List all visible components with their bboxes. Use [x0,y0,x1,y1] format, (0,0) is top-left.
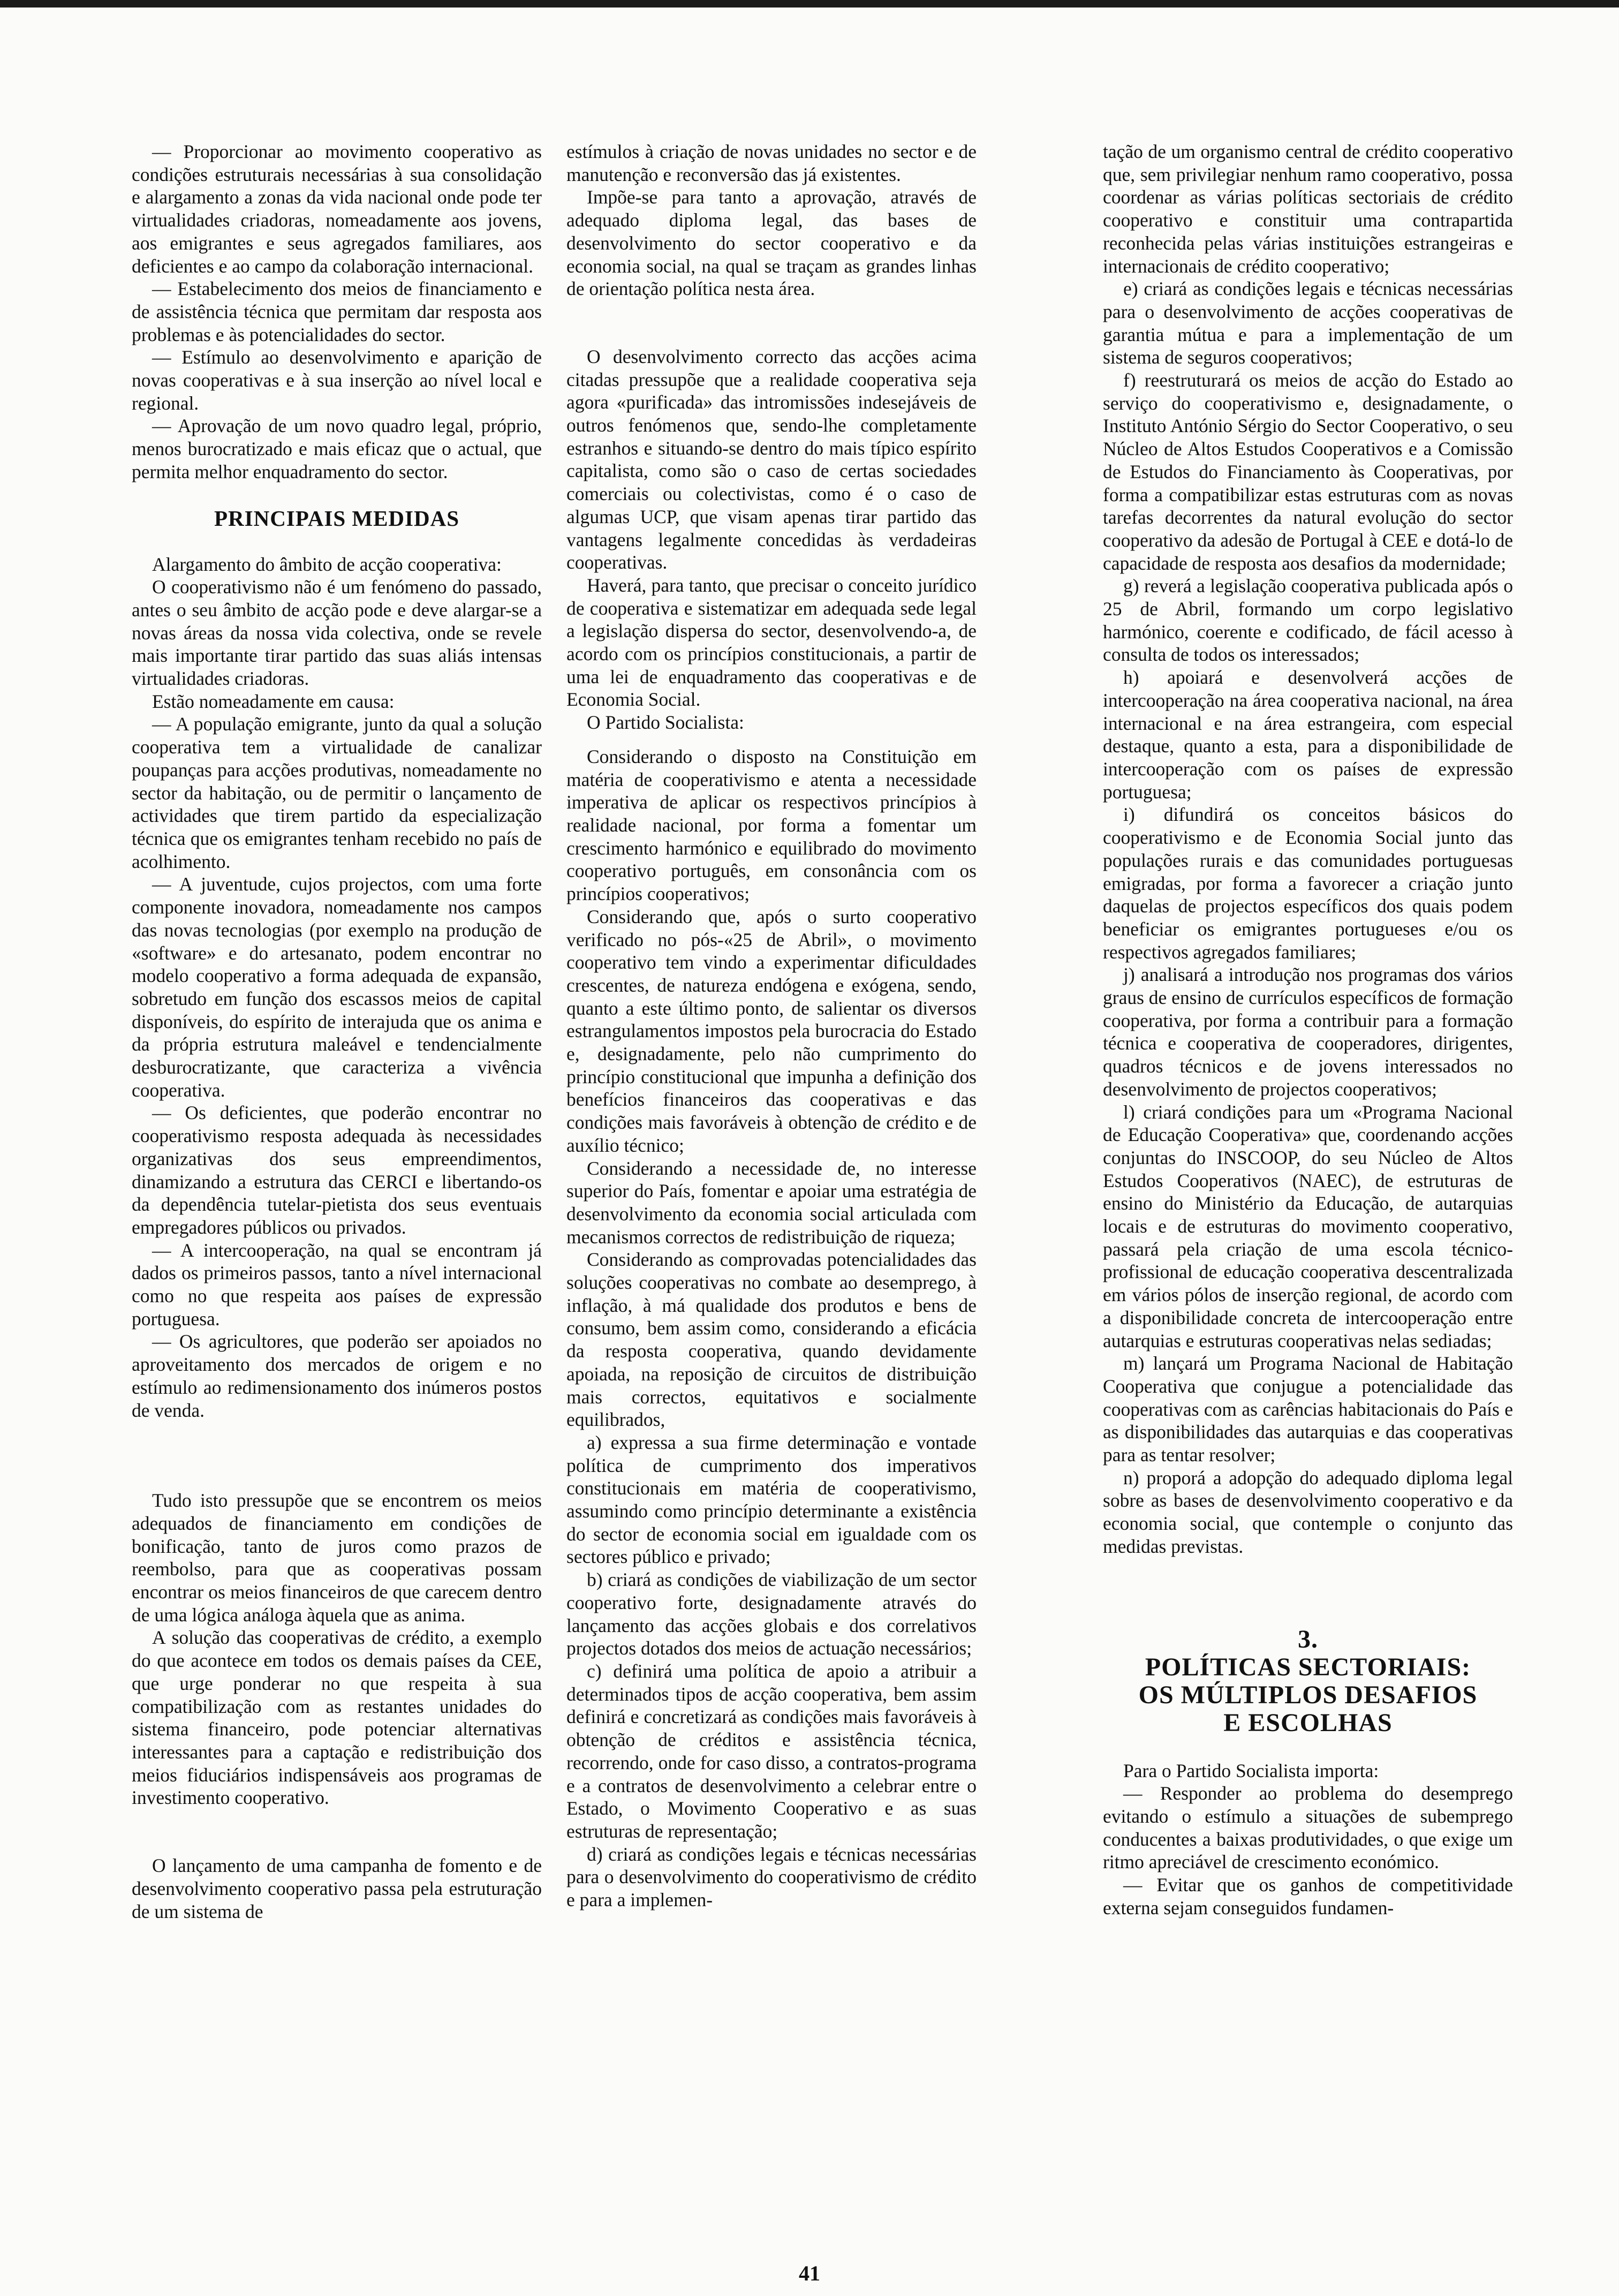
paragraph: — Os agricultores, que poderão ser apoiados no aproveitamento dos mercados de origem e no estímulo ao redimensionamento dos inúmeros postos de venda. [132,1331,542,1421]
paragraph: Alargamento do âmbito de acção cooperativa: [152,553,502,575]
paragraph: estímulos à criação de novas unidades no sector e de manutenção e reconversão das já existentes. [566,141,977,185]
paragraph: Tudo isto pressupõe que se encontrem os meios adequados de financiamento em condições de bonificação, tanto de juros como prazos de reembolso, para que as cooperativas possam encontrar os meios financeiros de que carecem dentro de uma lógica análoga àquela que as anima. [132,1490,542,1626]
paragraph: — Os deficientes, que poderão encontrar no cooperativismo resposta adequada às necessidades organizativas dos seus empreendimentos, dinamizando a estrutura das CERCI e libertando-os da dependência tutelar-pietista dos seus eventuais empregadores públicos ou privados. [132,1102,542,1238]
top-rule [0,0,1619,7]
section-heading: PRINCIPAIS MEDIDAS [214,505,460,531]
list-item: m) lançará um Programa Nacional de Habitação Cooperativa que conjugue a potencialidade das cooperativas com as carências habitacionais do País e as disponibilidades das autarquias e das cooperativas para as tentar resolver; [1103,1353,1513,1466]
list-item: h) apoiará e desenvolverá acções de intercooperação na área cooperativa nacional, na área internacional e na área estrangeira, com especial destaque, quanto a esta, para a disponibilidade de intercooperação com os países de expressão portuguesa; [1103,667,1513,803]
paragraph: O desenvolvimento correcto das acções acima citadas pressupõe que a realidade cooperativa seja agora «purificada» das intromissões indesejáveis de outros fenómenos que, sendo-lhe completamente estranhos e situando-se dentro do mais típico espírito capitalista, como são o caso de certas sociedades comerciais ou colectivistas, como é o caso de algumas UCP, que visam apenas tirar partido das vantagens legalmente concedidas às verdadeiras cooperativas. [566,345,977,573]
list-item: b) criará as condições de viabilização de um sector cooperativo forte, designadamente através do lançamento das acções globais e dos correlativos projectos dotados dos meios de actuação necessários; [566,1569,977,1659]
section-title-line-1: POLÍTICAS SECTORIAIS: [1145,1652,1471,1681]
list-item: j) analisará a introdução nos programas dos vários graus de ensino de currículos específicos de formação cooperativa, por forma a contribuir para a formação técnica e cooperativa de cooperadores, dirigentes, quadros técnicos e de jovens interessados no desenvolvimento de projectos cooperativos; [1103,964,1513,1100]
paragraph: — Aprovação de um novo quadro legal, próprio, menos burocratizado e mais eficaz que o actual, que permita melhor enquadramento do sector. [132,415,542,482]
paragraph: tação de um organismo central de crédito cooperativo que, sem privilegiar nenhum ramo cooperativo, possa coordenar as várias políticas sectoriais de crédito cooperativo e constituir uma contrapartida reconhecida pelas várias instituições estrangeiras e internacionais de crédito cooperativo; [1103,141,1513,277]
paragraph: Haverá, para tanto, que precisar o conceito jurídico de cooperativa e sistematizar em adequada sede legal a legislação dispersa do sector, desenvolvendo-a, de acordo com os princípios constitucionais, a partir de uma lei de enquadramento das cooperativas e de Economia Social. [566,574,977,711]
paragraph: — Estabelecimento dos meios de financiamento e de assistência técnica que permitam dar resposta aos problemas e às potencialidades do sector. [132,278,542,345]
paragraph: Considerando que, após o surto cooperativo verificado no pós-«25 de Abril», o movimento cooperativo tem vindo a experimentar dificuldades crescentes, de natureza endógena e exógena, sendo, quanto a este último ponto, de salientar os diversos estrangulamentos impostos pela burocracia do Estado e, designadamente, pelo não cumprimento do princípio constitucional que impunha a definição dos benefícios financeiros das cooperativas e das condições mais favoráveis à obtenção de crédito e de auxílio técnico; [566,905,977,1156]
paragraph: O lançamento de uma campanha de fomento e de desenvolvimento cooperativo passa pela estruturação de um sistema de [132,1855,542,1922]
list-item: e) criará as condições legais e técnicas necessárias para o desenvolvimento de acções cooperativas de garantia mútua e para a implementação de um sistema de seguros cooperativos; [1103,278,1513,368]
list-item: l) criará condições para um «Programa Nacional de Educação Cooperativa» que, coordenando acções conjuntas do INSCOOP, do seu Núcleo de Altos Estudos Cooperativos (NAEC), de estruturas de ensino do Ministério da Educação, de autarquias locais e de estruturas do movimento cooperativo, passará pela criação de uma escola técnico-profissional de educação cooperativa descentralizada em vários pólos de inserção regional, de acordo com a disponibilidade concreta de intercooperação entre autarquias e estruturas cooperativas nelas sediadas; [1103,1101,1513,1351]
section-title-line-3: E ESCOLHAS [1223,1708,1393,1737]
paragraph: — Proporcionar ao movimento cooperativo as condições estruturais necessárias à sua consolidação e alargamento a zonas da vida nacional onde pode ter virtualidades criadoras, nomeadamente aos jovens, aos emigrantes e seus agregados familiares, aos deficientes e ao campo da colaboração internacional. [132,141,542,277]
paragraph: Considerando as comprovadas potencialidades das soluções cooperativas no combate ao desemprego, à inflação, à má qualidade dos produtos e bens de consumo, bem assim como, considerando a eficácia da resposta cooperativa, quando devidamente apoiada, na reposição de circuitos de distribuição mais correctos, equitativos e socialmente equilibrados, [566,1249,977,1431]
section-title-line-2: OS MÚLTIPLOS DESAFIOS [1138,1680,1478,1709]
paragraph: Considerando a necessidade de, no interesse superior do País, fomentar e apoiar uma estratégia de desenvolvimento da economia social articulada com mecanismos correctos de redistribuição de riqueza; [566,1157,977,1248]
paragraph: — Estímulo ao desenvolvimento e aparição de novas cooperativas e à sua inserção ao nível local e regional. [132,346,542,414]
list-item: a) expressa a sua firme determinação e vontade política de cumprimento dos imperativos constitucionais em matéria de cooperativismo, assumindo como princípio determinante a existência do sector de economia social em igualdade com os sectores público e privado; [566,1431,977,1568]
paragraph: A solução das cooperativas de crédito, a exemplo do que acontece em todos os demais países da CEE, que urge ponderar no que respeita à sua compatibilização com as restantes unidades do sistema financeiro, pode potenciar alternativas interessantes para a captação e redistribuição dos meios fiduciários indispensáveis aos programas de investimento cooperativo. [132,1627,542,1809]
column-1 [132,140,542,1923]
paragraph: Considerando o disposto na Constituição em matéria de cooperativismo e atenta a necessidade imperativa de aplicar os respectivos princípios à realidade nacional, por forma a fomentar um crescimento harmónico e equilibrado do movimento cooperativo português, em consonância com os princípios cooperativos; [566,745,977,905]
list-item: d) criará as condições legais e técnicas necessárias para o desenvolvimento do cooperativismo de crédito e para a implemen- [566,1843,977,1911]
paragraph: O Partido Socialista: [587,712,744,734]
paragraph: — A juventude, cujos projectos, com uma forte componente inovadora, nomeadamente nos campos das novas tecnologias (por exemplo na produção de «software» e do artesanato, podem encontrar no modelo cooperativo a forma adequada de expansão, sobretudo em função dos escassos meios de capital disponíveis, do espírito de interajuda que os anima e da própria estrutura maleável e tendencialmente desburocratizante, que caracteriza a vivência cooperativa. [132,873,542,1101]
paragraph: — A população emigrante, junto da qual a solução cooperativa tem a virtualidade de canalizar poupanças para acções produtivas, nomeadamente no sector da habitação, ou de permitir o lançamento de actividades que tirem partido da especialização técnica que os emigrantes tenham recebido no país de acolhimento. [132,713,542,872]
list-item: i) difundirá os conceitos básicos do cooperativismo e de Economia Social junto das populações rurais e das comunidades portuguesas emigradas, por forma a favorecer a criação junto daquelas de projectos específicos dos quais podem beneficiar os emigrantes portugueses e/ou os respectivos agregados familiares; [1103,804,1513,963]
list-item: c) definirá uma política de apoio a atribuir a determinados tipos de acção cooperativa, bem assim definirá e concretizará as condições mais favoráveis à obtenção de créditos e assistência técnica, recorrendo, onde for caso disso, a contratos-programa e a contratos de desenvolvimento a celebrar entre o Estado, o Movimento Cooperativo e as suas estruturas de representação; [566,1660,977,1842]
column-3 [1103,140,1513,1920]
paragraph: — Responder ao problema do desemprego evitando o estímulo a situações de subemprego conducentes a baixas produtividades, o que exige um ritmo apreciável de crescimento económico. [1103,1783,1513,1873]
list-item: n) proporá a adopção do adequado diploma legal sobre as bases de desenvolvimento cooperativo e da economia social, que contemple o conjunto das medidas previstas. [1103,1467,1513,1557]
paragraph: Para o Partido Socialista importa: [1123,1759,1379,1781]
list-item: g) reverá a legislação cooperativa publicada após o 25 de Abril, formando um corpo legislativo harmónico, coerente e codificado, de fácil acesso à consulta de todos os interessados; [1103,575,1513,666]
paragraph: Impõe-se para tanto a aprovação, através de adequado diploma legal, das bases de desenvolvimento do sector cooperativo e da economia social, na qual se traçam as grandes linhas de orientação política nesta área. [566,186,977,300]
page-number: 41 [799,2261,820,2285]
paragraph: — A intercooperação, na qual se encontram já dados os primeiros passos, tanto a nível internacional como no que respeita aos países de expressão portuguesa. [132,1239,542,1330]
paragraph: O cooperativismo não é um fenómeno do passado, antes o seu âmbito de acção pode e deve alargar-se a novas áreas da nossa vida colectiva, onde se revele mais importante tirar partido das suas aliás intensas virtualidades criadoras. [132,576,542,690]
section-number: 3. [1298,1625,1318,1653]
paragraph: — Evitar que os ganhos de competitividade externa sejam conseguidos fundamen- [1103,1874,1513,1919]
column-2 [566,140,977,1912]
paragraph: Estão nomeadamente em causa: [152,690,395,712]
list-item: f) reestruturará os meios de acção do Estado ao serviço do cooperativismo e, designadamente, o Instituto António Sérgio do Sector Cooperativo, o seu Núcleo de Altos Estudos Cooperativos e a Comissão de Estudos do Financiamento às Cooperativas, por forma a compatibilizar estas estruturas com as novas tarefas decorrentes da natural evolução do sector cooperativo da adesão de Portugal à CEE e dotá-lo de capacidade de resposta aos desafios da modernidade; [1103,369,1513,574]
